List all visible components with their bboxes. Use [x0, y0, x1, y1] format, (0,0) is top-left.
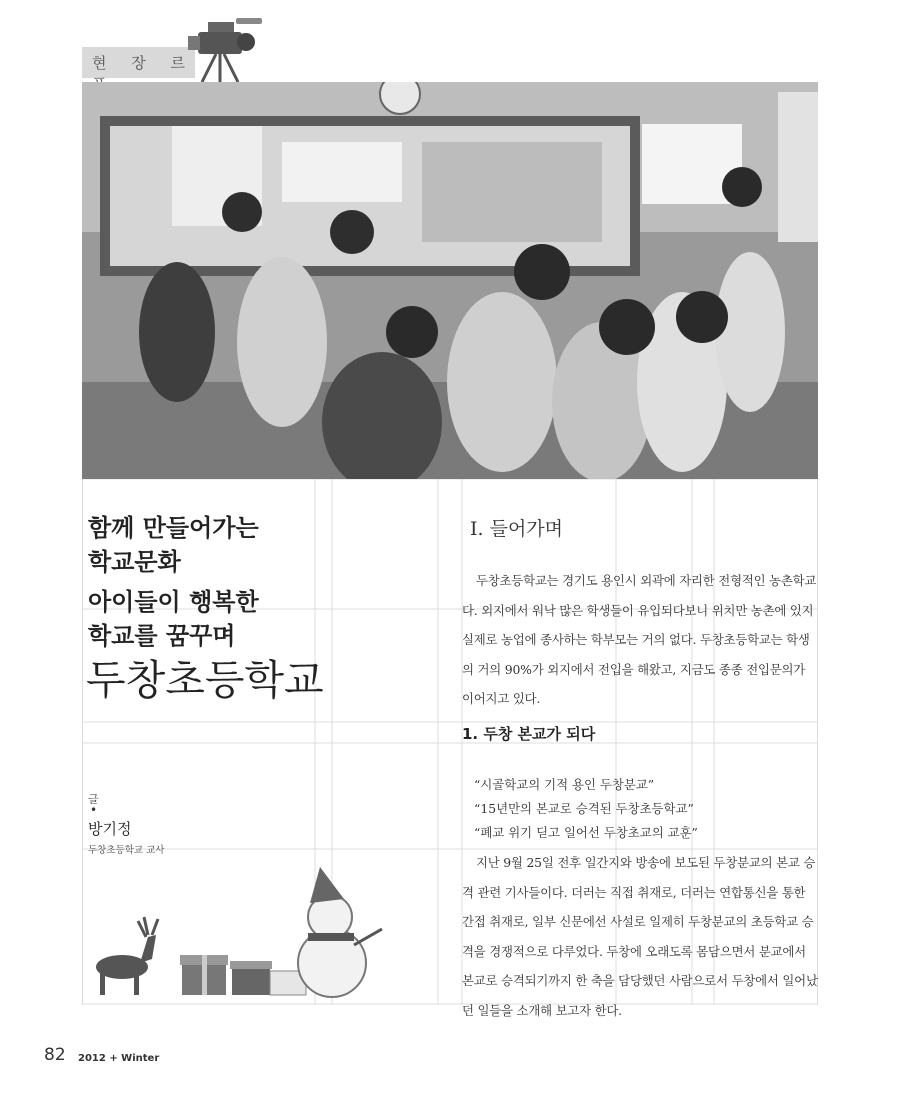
gift-box-icon	[180, 955, 306, 995]
section-tag	[82, 47, 195, 78]
video-camera-icon	[186, 10, 266, 82]
headline-secondary: 아이들이 행복한 학교를 꿈꾸며	[88, 588, 259, 650]
holiday-illustration	[82, 855, 402, 1003]
page-number: 82	[44, 1045, 66, 1065]
section-title: Ⅰ. 들어가며	[470, 518, 564, 540]
issue-label: 2012 + Winter	[78, 1053, 160, 1064]
author-role: 두창초등학교 교사	[88, 845, 165, 856]
snowman-icon	[298, 867, 382, 997]
quote-item: “15년만의 본교로 승격된 두창초등학교”	[474, 801, 694, 816]
byline-label: 글	[88, 793, 99, 806]
news-quotes	[462, 773, 818, 845]
headline-primary: 함께 만들어가는 학교문화	[88, 514, 259, 576]
quote-item: “폐교 위기 딛고 일어선 두창초교의 교훈”	[474, 825, 698, 840]
section-tag-label: 현 장 르	[92, 54, 196, 72]
classroom-photo	[82, 82, 818, 479]
subsection-title: 1. 두창 본교가 되다	[462, 725, 596, 743]
byline-separator: •	[90, 803, 98, 817]
second-paragraph: 지난 9월 25일 전후 일간지와 방송에 보도된 두창분교의 본교 승격 관련 기사들이다. 더러는 직접 취재로, 더러는 연합통신을 통한 간접 취재로, 일부 신문에선 사설로 일제히 두창분교의 초등학교 승격을 경쟁적으로 다루었다. 두창에 오래도록 몸담으면서 분교에서 본교로 승격되기까지 한 축을 담당했던 사람으로서 두창에서 일어났던 일들을 소개해 보고자 한다.	[462, 855, 818, 1018]
reindeer-icon	[96, 917, 158, 995]
school-name-title: 두창초등학교	[86, 656, 324, 704]
intro-paragraph: 두창초등학교는 경기도 용인시 외곽에 자리한 전형적인 농촌학교다. 외지에서 워낙 많은 학생들이 유입되다보니 위치만 농촌에 있지 실제로 농업에 종사하는 학부모는 거의 없다. 두창초등학교는 학생의 거의 90%가 외지에서 전입을 해왔고, 지금도 종종 전입문의가 이어지고 있다.	[462, 573, 817, 707]
author-name: 방기정	[88, 820, 132, 838]
quote-item: “시골학교의 기적 용인 두창분교”	[474, 777, 655, 792]
